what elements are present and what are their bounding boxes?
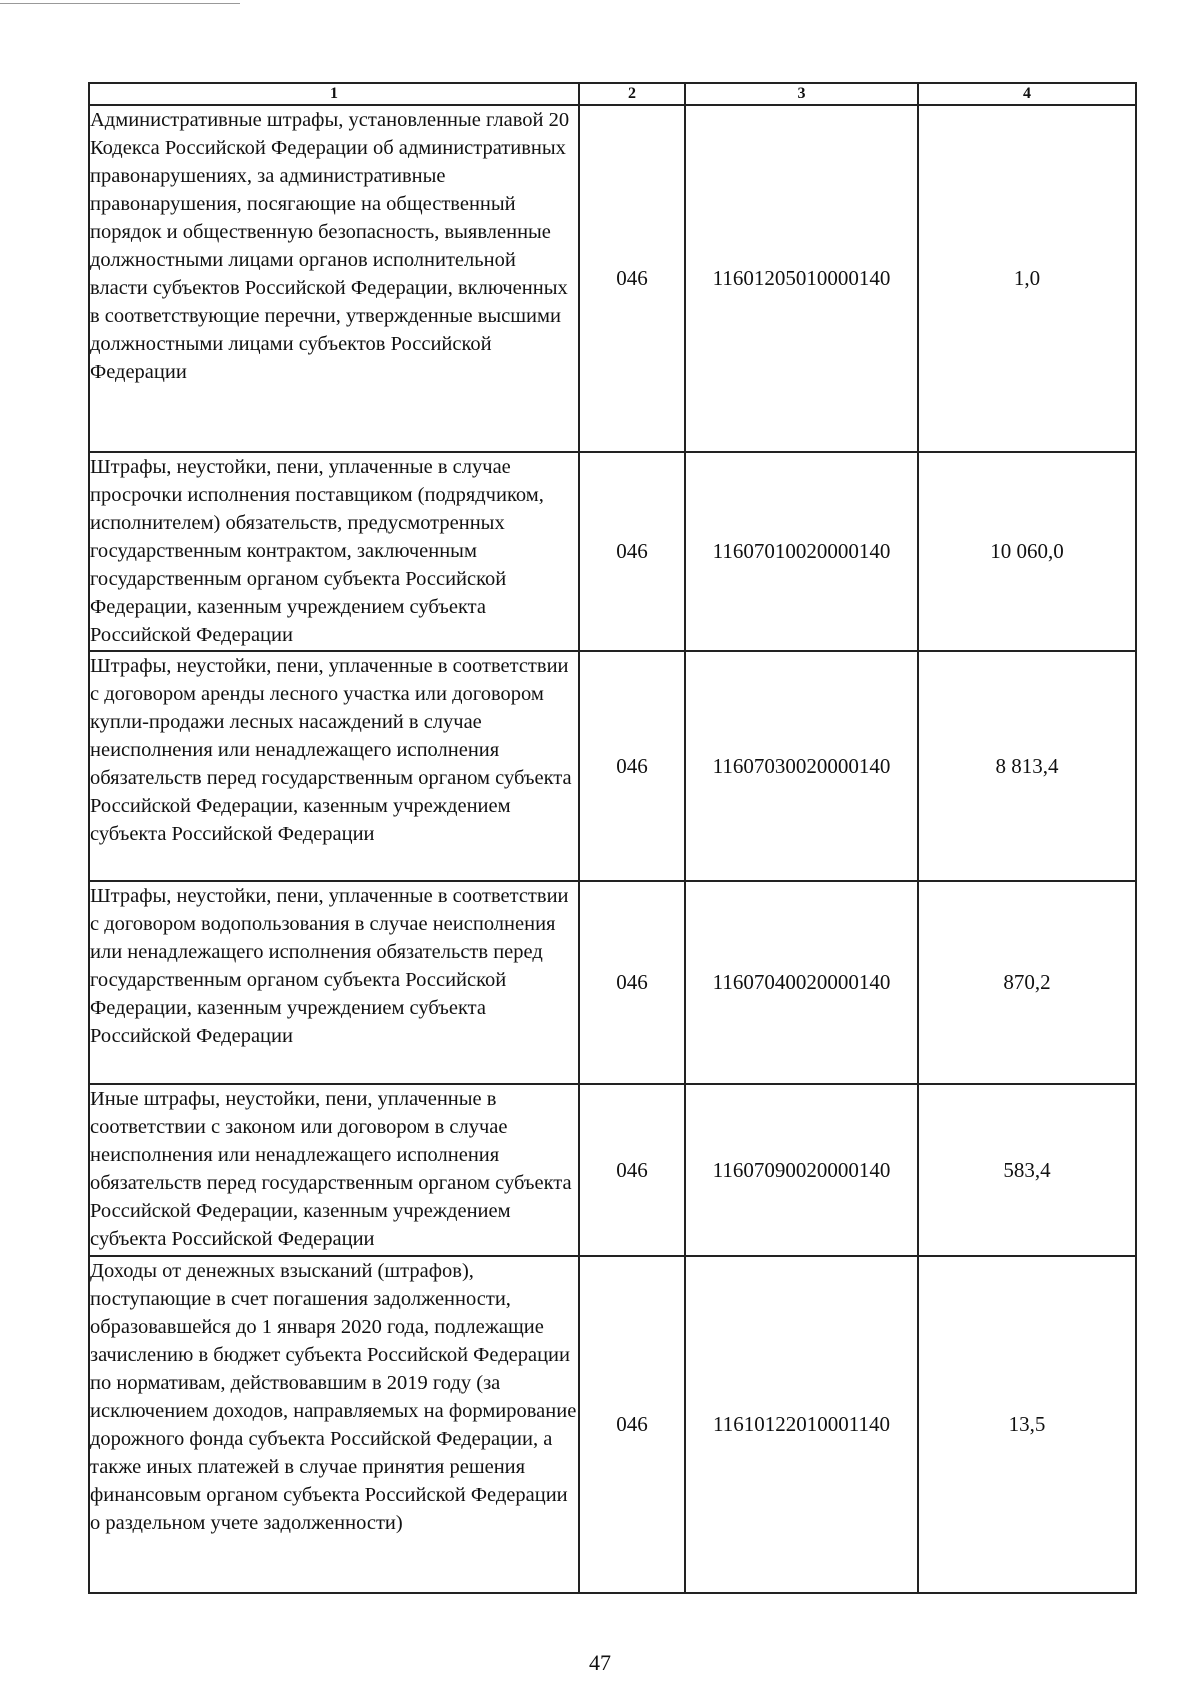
- column-header-2: 2: [579, 83, 685, 105]
- row-amount: 583,4: [918, 1084, 1136, 1256]
- row-revenue-code: 11601205010000140: [685, 105, 918, 452]
- revenue-table: [88, 82, 1137, 1594]
- row-revenue-code: 11607010020000140: [685, 452, 918, 651]
- scan-edge-line: [0, 3, 240, 4]
- row-admin-code: 046: [579, 105, 685, 452]
- column-header-3: 3: [685, 83, 918, 105]
- table-header-row: [89, 83, 1136, 105]
- table-row: [89, 452, 1136, 651]
- table-row: [89, 105, 1136, 452]
- row-description: Доходы от денежных взысканий (штрафов), поступающие в счет погашения задолженности, образовавшейся до 1 января 2020 года, подлежащие зачислению в бюджет субъекта Российской Федерации по нормативам, действовавшим в 2019 году (за исключением доходов, направляемых на формирование дорожного фонда субъекта Российской Федерации, а также иных платежей в случае принятия решения финансовым органом субъекта Российской Федерации о раздельном учете задолженности): [89, 1256, 579, 1593]
- row-amount: 1,0: [918, 105, 1136, 452]
- row-revenue-code: 11607040020000140: [685, 881, 918, 1084]
- row-revenue-code: 11610122010001140: [685, 1256, 918, 1593]
- column-header-1: 1: [89, 83, 579, 105]
- row-description: Штрафы, неустойки, пени, уплаченные в случае просрочки исполнения поставщиком (подрядчиком, исполнителем) обязательств, предусмотренных государственным контрактом, заключенным государственным органом субъекта Российской Федерации, казенным учреждением субъекта Российской Федерации: [89, 452, 579, 651]
- page-number: 47: [589, 1650, 611, 1675]
- row-amount: 10 060,0: [918, 452, 1136, 651]
- row-description: Иные штрафы, неустойки, пени, уплаченные в соответствии с законом или договором в случае неисполнения или ненадлежащего исполнения обязательств перед государственным органом субъекта Российской Федерации, казенным учреждением субъекта Российской Федерации: [89, 1084, 579, 1256]
- table-row: [89, 651, 1136, 881]
- row-admin-code: 046: [579, 452, 685, 651]
- row-revenue-code: 11607090020000140: [685, 1084, 918, 1256]
- column-header-4: 4: [918, 83, 1136, 105]
- row-admin-code: 046: [579, 881, 685, 1084]
- row-description: Штрафы, неустойки, пени, уплаченные в соответствии с договором водопользования в случае неисполнения или ненадлежащего исполнения обязательств перед государственным органом субъекта Российской Федерации, казенным учреждением субъекта Российской Федерации: [89, 881, 579, 1084]
- row-amount: 8 813,4: [918, 651, 1136, 881]
- row-description: Штрафы, неустойки, пени, уплаченные в соответствии с договором аренды лесного участка или договором купли-продажи лесных насаждений в случае неисполнения или ненадлежащего исполнения обязательств перед государственным органом субъекта Российской Федерации, казенным учреждением субъекта Российской Федерации: [89, 651, 579, 881]
- row-description: Административные штрафы, установленные главой 20 Кодекса Российской Федерации об административных правонарушениях, за административные правонарушения, посягающие на общественный порядок и общественную безопасность, выявленные должностными лицами органов исполнительной власти субъектов Российской Федерации, включенных в соответствующие перечни, утвержденные высшими должностными лицами субъектов Российской Федерации: [89, 105, 579, 452]
- row-amount: 13,5: [918, 1256, 1136, 1593]
- table-row: [89, 1084, 1136, 1256]
- table-row: [89, 1256, 1136, 1593]
- row-revenue-code: 11607030020000140: [685, 651, 918, 881]
- row-admin-code: 046: [579, 1256, 685, 1593]
- row-admin-code: 046: [579, 651, 685, 881]
- row-amount: 870,2: [918, 881, 1136, 1084]
- table-row: [89, 881, 1136, 1084]
- row-admin-code: 046: [579, 1084, 685, 1256]
